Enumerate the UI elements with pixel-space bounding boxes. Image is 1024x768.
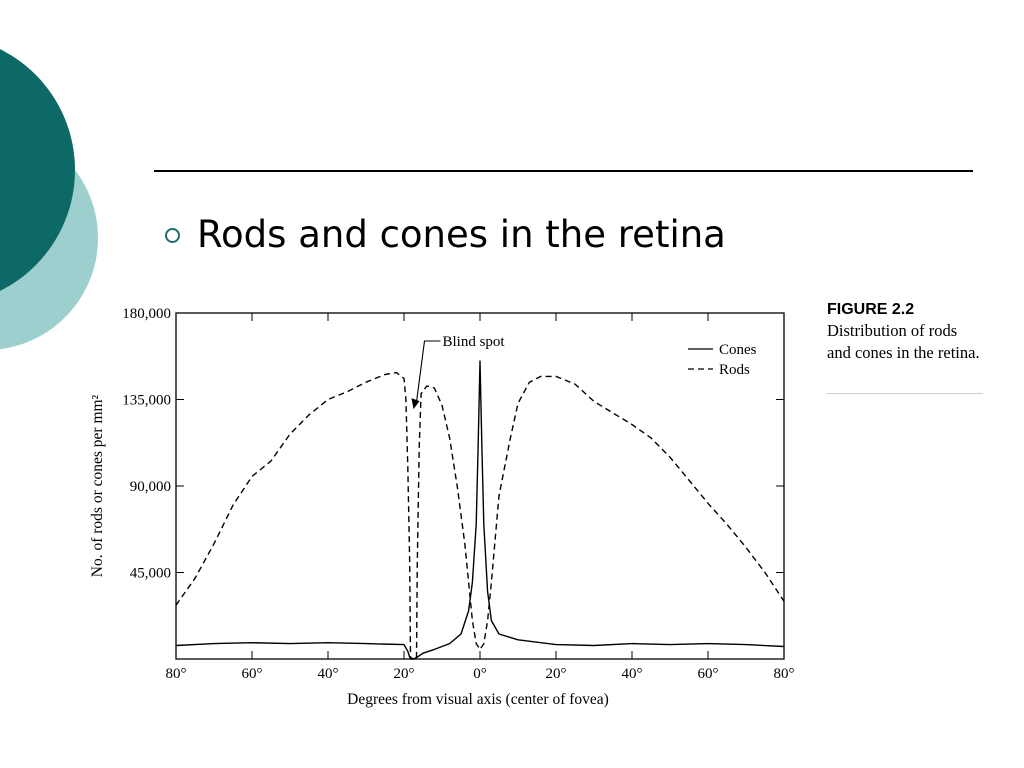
figure-label: FIGURE 2.2: [827, 301, 915, 318]
x-tick-label: 20°: [393, 666, 415, 682]
y-tick-label: 45,000: [129, 565, 171, 582]
annotation-label: Blind spot: [442, 334, 505, 350]
chart-series: [176, 341, 784, 659]
x-tick-label: 40°: [317, 666, 339, 682]
bullet-text: Rods and cones in the retina: [197, 213, 726, 256]
legend-label: Cones: [719, 342, 757, 358]
y-tick-label: 135,000: [122, 392, 171, 409]
figure-description: Distribution of rods and cones in the retina.: [827, 321, 980, 362]
x-tick-label: 60°: [697, 666, 719, 682]
x-tick-label: 20°: [545, 666, 567, 682]
figure-caption: [827, 300, 983, 363]
blind-spot-arrowhead: [412, 398, 420, 409]
blind-spot-leader-line: [417, 341, 441, 402]
y-tick-label: 180,000: [122, 306, 171, 322]
chart-text: [89, 306, 795, 708]
y-axis-label: No. of rods or cones per mm²: [89, 394, 106, 578]
x-tick-label: 80°: [165, 666, 187, 682]
legend-label: Rods: [719, 362, 750, 378]
series-line-cones: [176, 361, 784, 659]
y-tick-label: 90,000: [129, 479, 171, 495]
series-line-rods: [176, 373, 784, 659]
x-tick-label: 40°: [621, 666, 643, 682]
x-tick-label: 60°: [241, 666, 263, 682]
x-tick-label: 0°: [473, 666, 487, 682]
caption-divider: [826, 393, 983, 394]
x-axis-label: Degrees from visual axis (center of fovea): [347, 691, 609, 708]
x-tick-label: 80°: [773, 666, 795, 682]
